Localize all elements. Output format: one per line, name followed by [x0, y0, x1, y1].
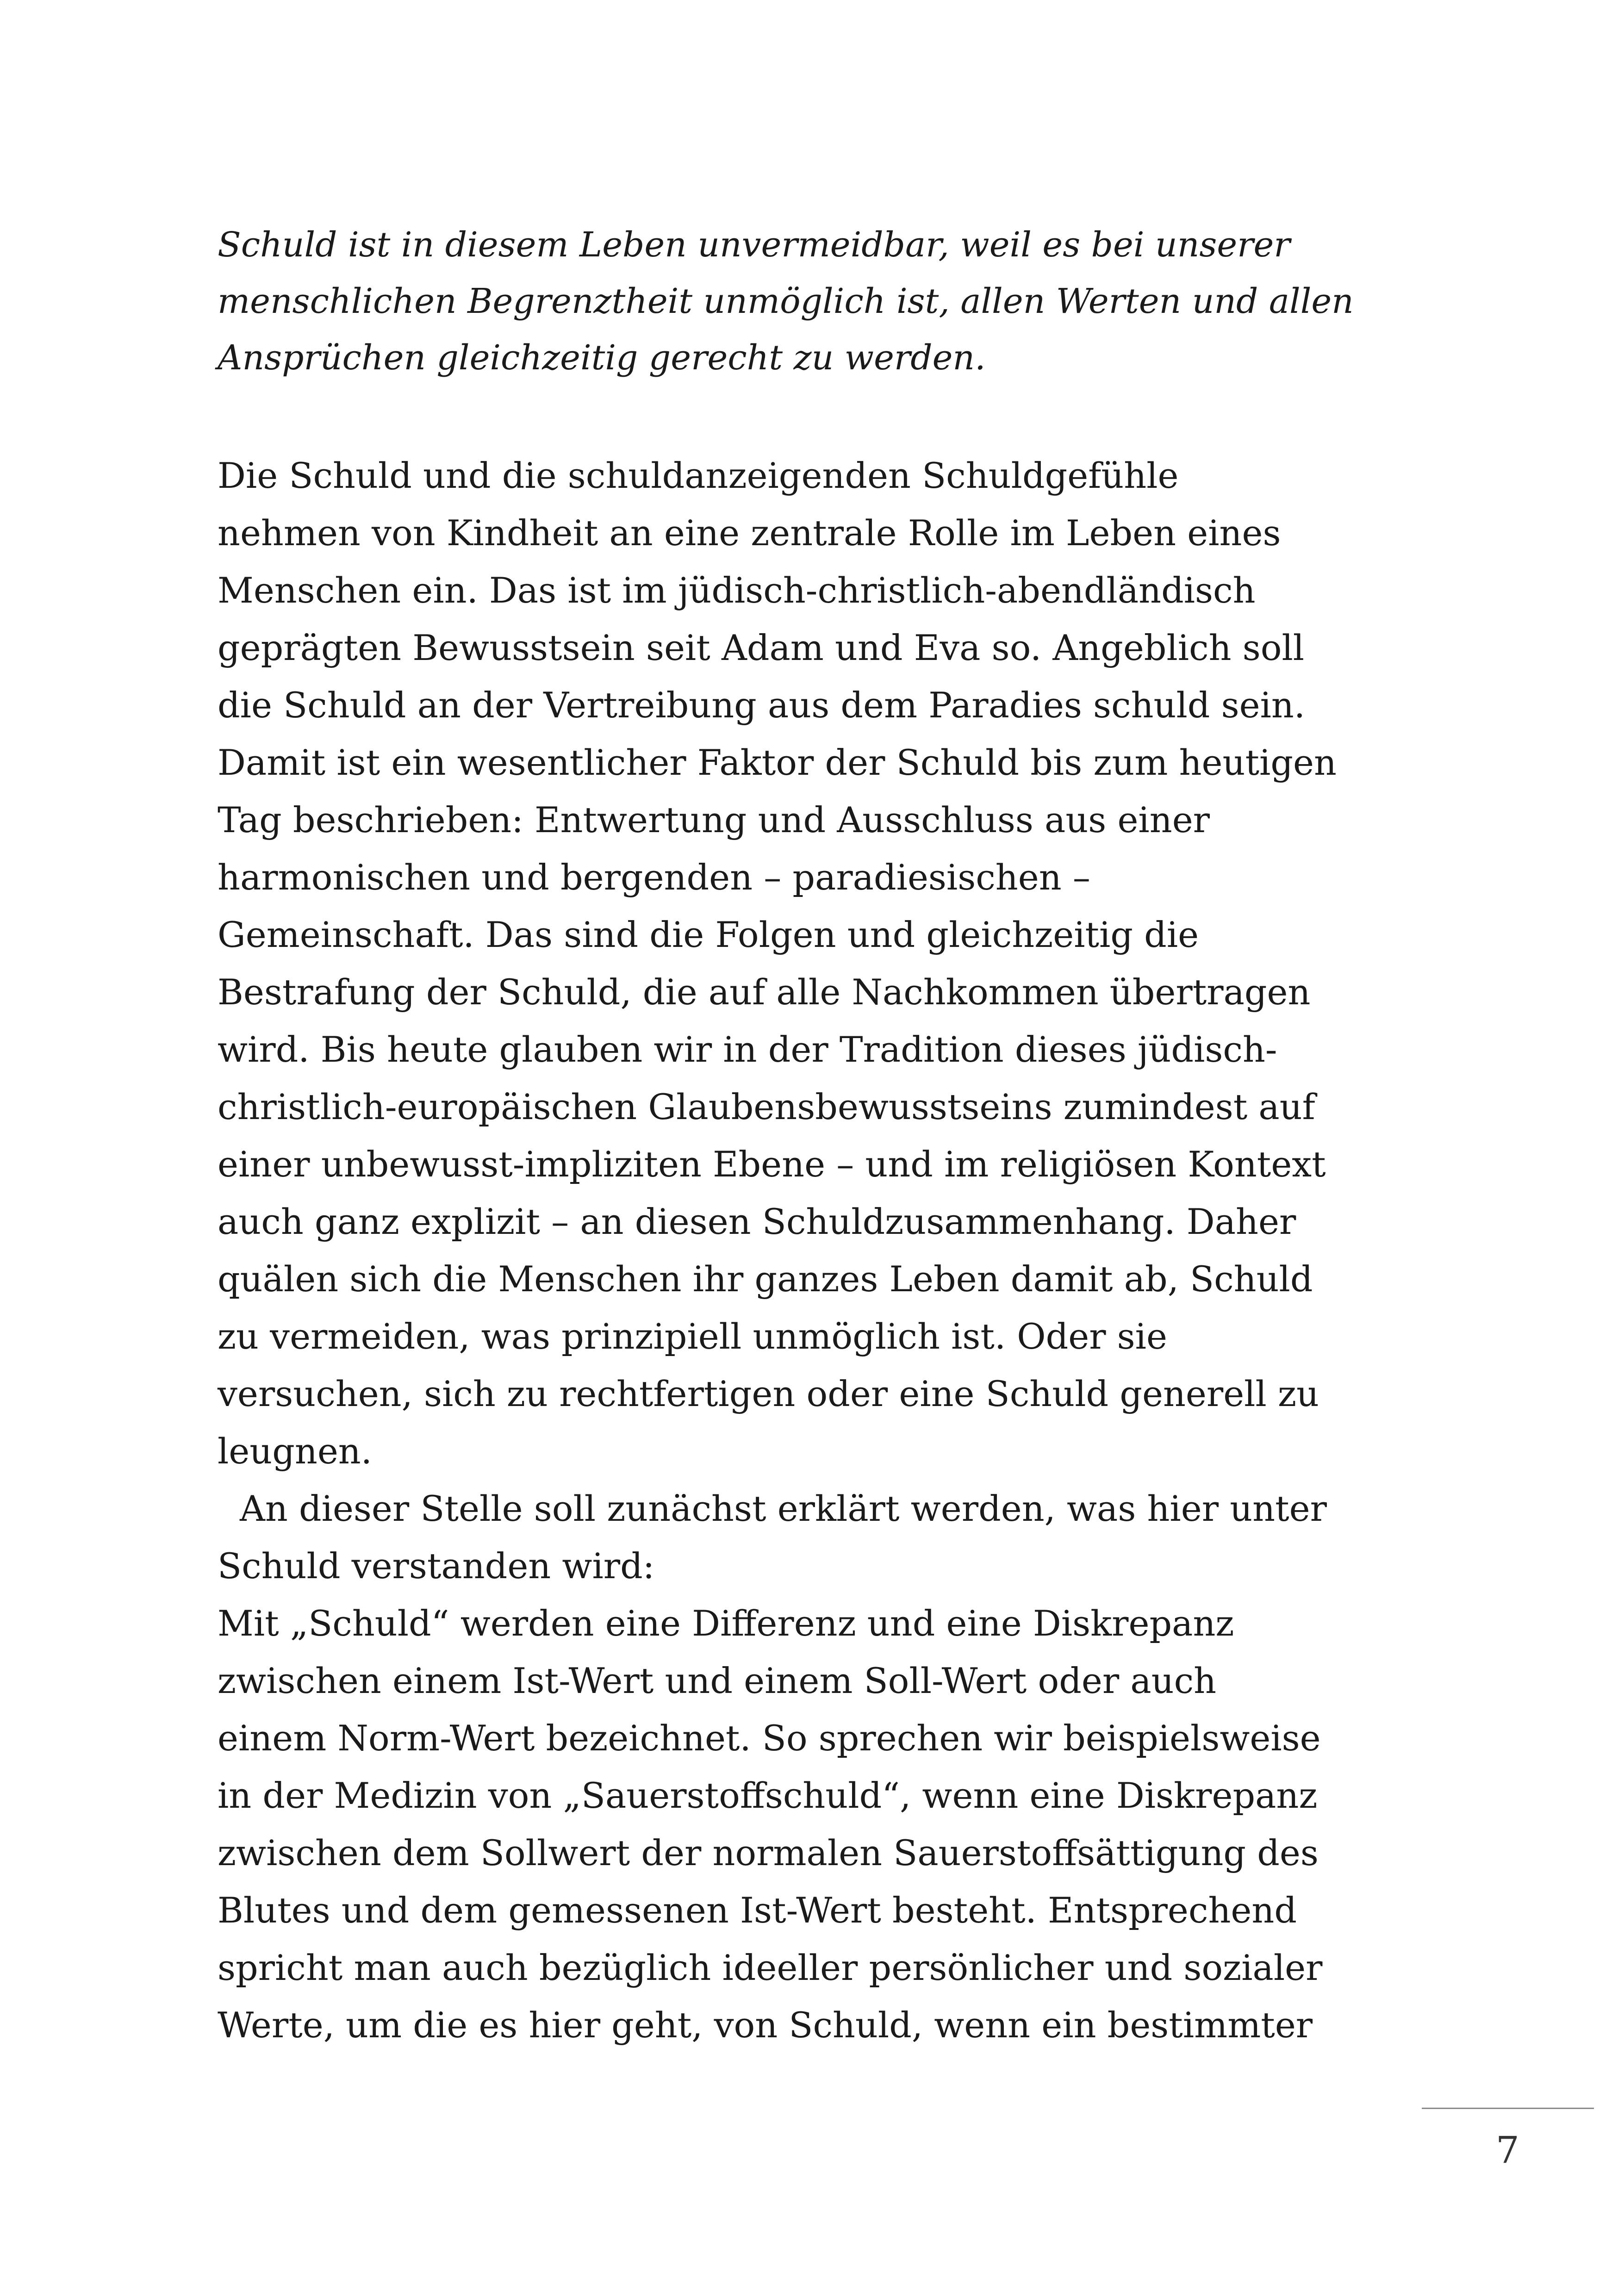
body-line: nehmen von Kindheit an eine zentrale Rolle im Leben eines — [218, 512, 1281, 554]
body-line: leugnen. — [218, 1431, 372, 1472]
body-line: zu vermeiden, was prinzipiell unmöglich ist. Oder sie — [218, 1316, 1167, 1357]
body-line: Blutes und dem gemessenen Ist-Wert besteht. Entsprechend — [218, 1890, 1297, 1931]
page-number: 7 — [1496, 2128, 1519, 2172]
body-line: die Schuld an der Vertreibung aus dem Paradies schuld sein. — [218, 684, 1305, 726]
epigraph-line: Schuld ist in diesem Leben unvermeidbar, weil es bei unserer — [218, 225, 1290, 265]
body-line: Mit „Schuld“ werden eine Differenz und eine Diskrepanz — [218, 1603, 1234, 1644]
epigraph — [218, 217, 1402, 386]
body-line: Damit ist ein wesentlicher Faktor der Schuld bis zum heutigen — [218, 742, 1337, 783]
epigraph-line: menschlichen Begrenztheit unmöglich ist, allen Werten und allen — [218, 281, 1354, 321]
footer-rule — [1422, 2108, 1594, 2109]
epigraph-line: Ansprüchen gleichzeitig gerecht zu werden. — [218, 338, 986, 378]
body-line: zwischen einem Ist-Wert und einem Soll-Wert oder auch — [218, 1660, 1217, 1701]
body-line: geprägten Bewusstsein seit Adam und Eva so. Angeblich soll — [218, 627, 1305, 668]
body-line: quälen sich die Menschen ihr ganzes Leben damit ab, Schuld — [218, 1258, 1313, 1300]
body-line: auch ganz explizit – an diesen Schuldzusammenhang. Daher — [218, 1201, 1296, 1242]
body-text — [218, 447, 1402, 2054]
body-line: in der Medizin von „Sauerstoffschuld“, wenn eine Diskrepanz — [218, 1775, 1318, 1816]
body-line: Werte, um die es hier geht, von Schuld, wenn ein bestimmter — [218, 2004, 1313, 2046]
body-line: Bestrafung der Schuld, die auf alle Nachkommen übertragen — [218, 971, 1311, 1013]
body-line: wird. Bis heute glauben wir in der Tradition dieses jüdisch- — [218, 1029, 1277, 1070]
body-line: versuchen, sich zu rechtfertigen oder eine Schuld generell zu — [218, 1373, 1319, 1414]
body-line: einem Norm-Wert bezeichnet. So sprechen wir beispielsweise — [218, 1717, 1321, 1759]
body-line: An dieser Stelle soll zunächst erklärt werden, was hier unter — [240, 1488, 1327, 1529]
body-line: einer unbewusst-impliziten Ebene – und im religiösen Kontext — [218, 1144, 1326, 1185]
body-line: harmonischen und bergenden – paradiesischen – — [218, 857, 1090, 898]
body-line: Tag beschrieben: Entwertung und Ausschluss aus einer — [218, 799, 1210, 840]
body-line: zwischen dem Sollwert der normalen Sauerstoffsättigung des — [218, 1832, 1319, 1873]
body-line: spricht man auch bezüglich ideeller persönlicher und sozialer — [218, 1947, 1323, 1988]
body-line: Menschen ein. Das ist im jüdisch-christlich-abendländisch — [218, 570, 1256, 611]
body-line: Die Schuld und die schuldanzeigenden Schuldgefühle — [218, 455, 1179, 496]
body-line: Schuld verstanden wird: — [218, 1545, 655, 1587]
body-line: Gemeinschaft. Das sind die Folgen und gleichzeitig die — [218, 914, 1199, 955]
body-line: christlich-europäischen Glaubensbewusstseins zumindest auf — [218, 1086, 1315, 1127]
